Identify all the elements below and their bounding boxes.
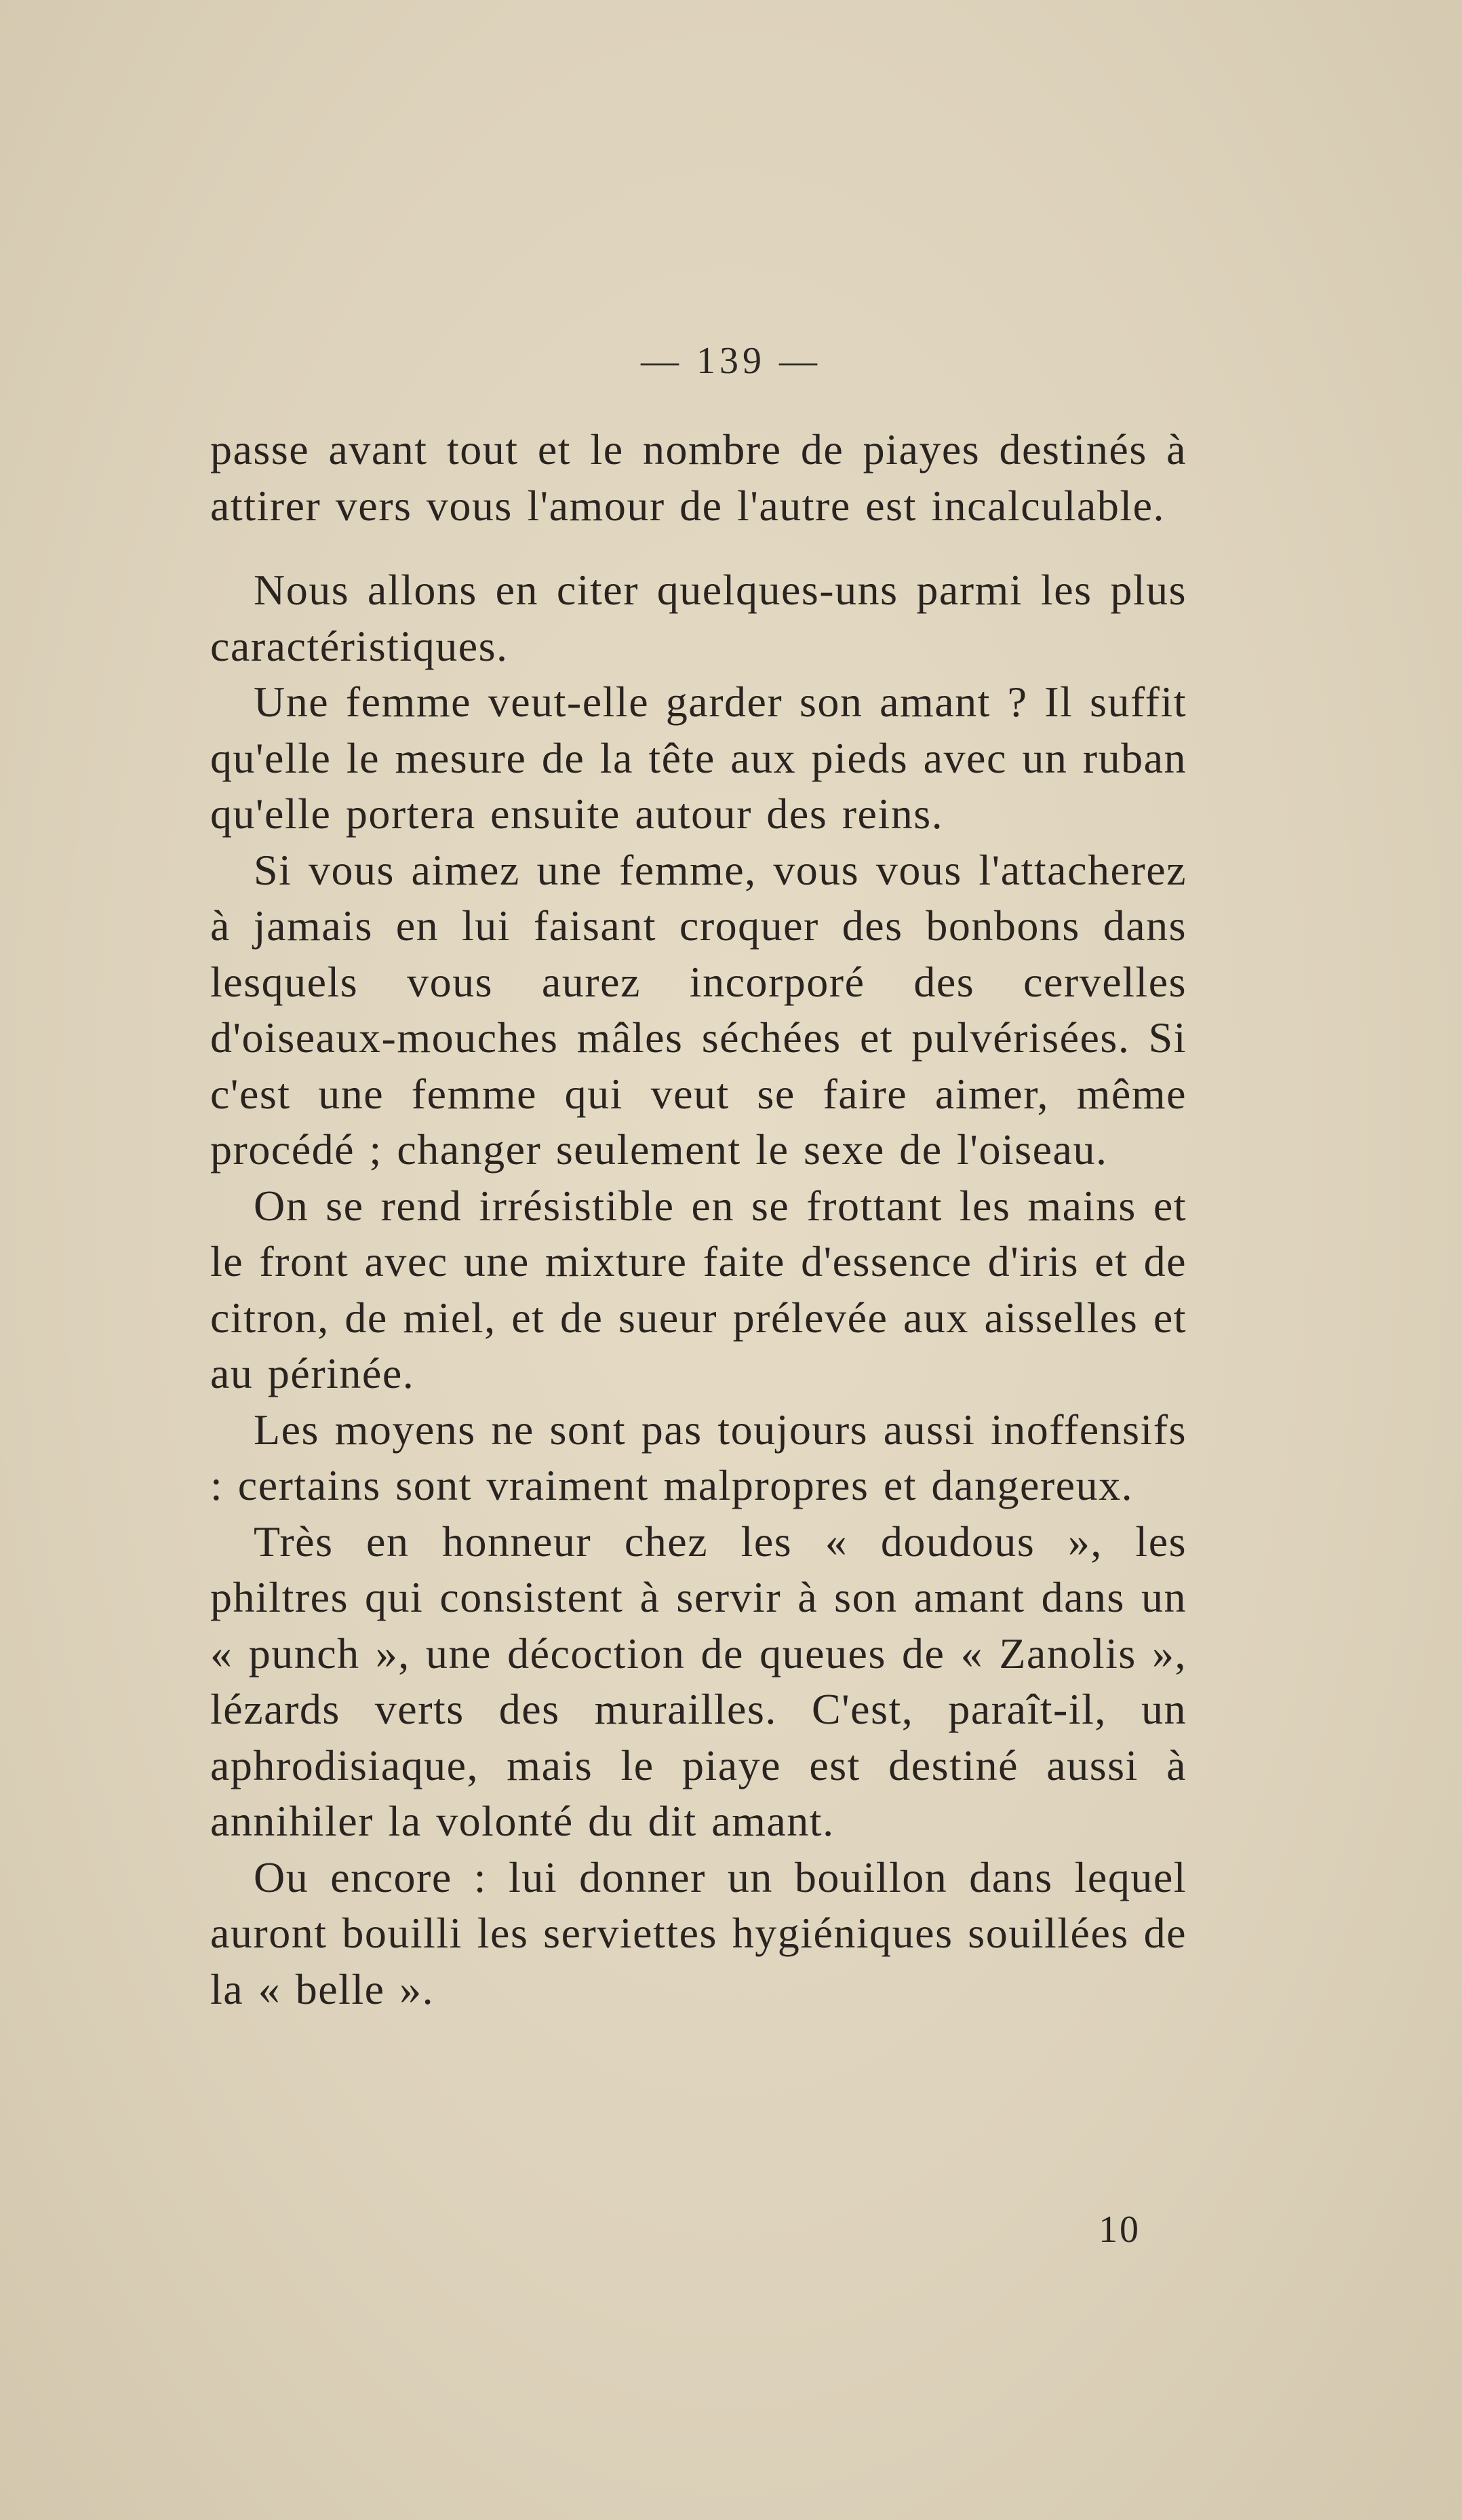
paragraph: Ou encore : lui donner un bouillon dans lequel auront bouilli les serviettes hygiéniques souillées de la « belle ». xyxy=(210,1853,1187,2013)
page-number-header: — 139 — xyxy=(641,340,821,382)
signature-mark: 10 xyxy=(1099,2209,1141,2251)
paragraph: Si vous aimez une femme, vous vous l'attacherez à jamais en lui faisant croquer des bonbons dans lesquels vous aurez incorporé des cervelles d'oiseaux-mouches mâles séchées et pulvérisées. Si c'est une femme qui veut se faire aimer, même procédé ; changer seulement le sexe de l'oiseau. xyxy=(210,845,1187,1174)
paragraph: Une femme veut-elle garder son amant ? Il suffit qu'elle le mesure de la tête aux pieds avec un ruban qu'elle portera ensuite autour des reins. xyxy=(210,678,1187,838)
paragraph: Nous allons en citer quelques-uns parmi les plus caractéristiques. xyxy=(210,566,1187,670)
paragraph: On se rend irrésistible en se frottant les mains et le front avec une mixture faite d'essence d'iris et de citron, de miel, et de sueur prélevée aux aisselles et au périnée. xyxy=(210,1181,1187,1397)
paragraph: passe avant tout et le nombre de piayes destinés à attirer vers vous l'amour de l'autre est incalculable. xyxy=(210,425,1187,530)
paragraph: Très en honneur chez les « doudous », les philtres qui consistent à servir à son amant dans un « punch », une décoction de queues de « Zanolis », lézards verts des murailles. C'est, paraît-il, un aphrodisiaque, mais le piaye est destiné aussi à annihiler la volonté du dit amant. xyxy=(210,1517,1187,1845)
page-body xyxy=(210,422,1187,2017)
paragraph: Les moyens ne sont pas toujours aussi inoffensifs : certains sont vraiment malpropres et dangereux. xyxy=(210,1405,1187,1509)
